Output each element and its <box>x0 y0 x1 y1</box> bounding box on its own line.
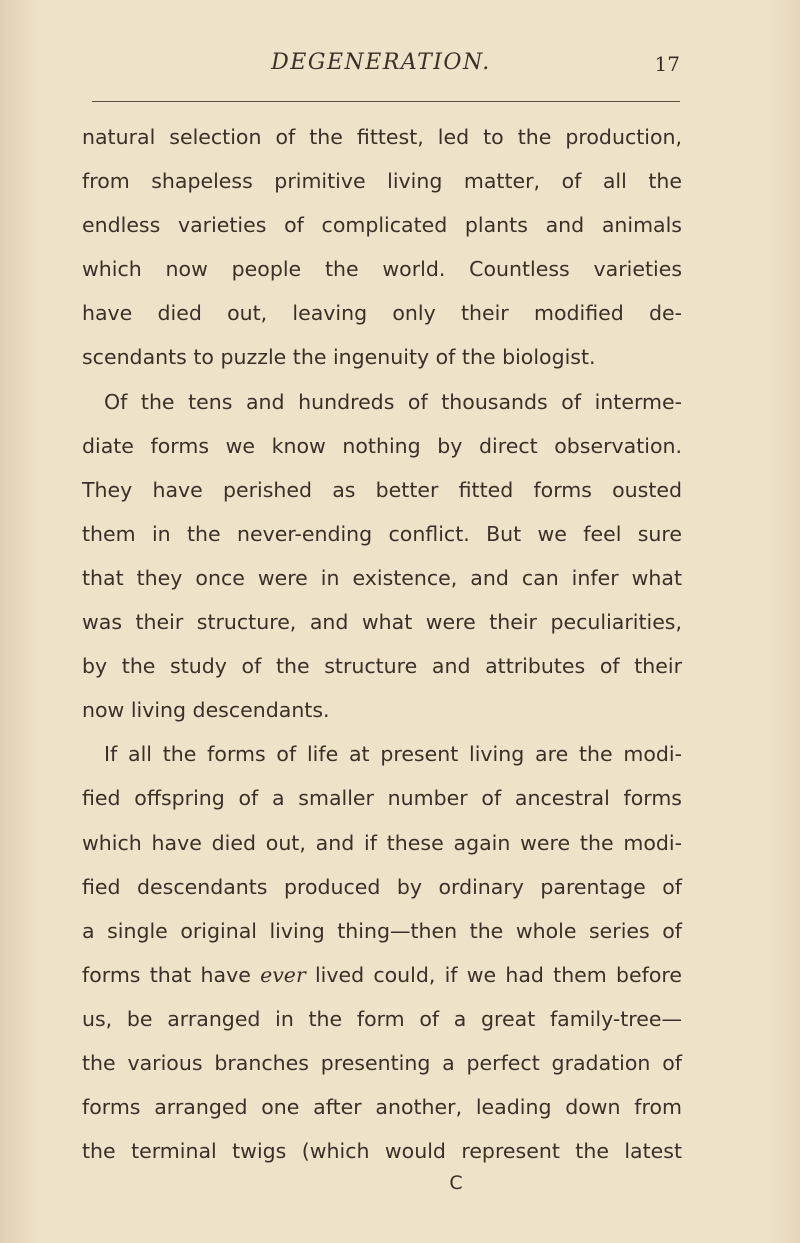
text-line: which now people the world. Countless varieties <box>82 257 682 282</box>
text-line: which have died out, and if these again were the modi- <box>82 830 682 855</box>
text-line: that they once were in existence, and can infer what <box>82 565 682 590</box>
text-fragment: lived could, if we had them before <box>314 962 682 987</box>
text-line: now living descendants. <box>82 698 330 723</box>
text-line: endless varieties of complicated plants and animals <box>82 213 682 238</box>
running-head <box>82 48 680 88</box>
page-number: 17 <box>654 52 680 76</box>
text-line: have died out, leaving only their modified de- <box>82 301 682 326</box>
text-line: was their structure, and what were their peculiarities, <box>82 610 682 635</box>
text-line: by the study of the structure and attributes of their <box>82 654 682 679</box>
header-rule <box>92 101 680 102</box>
text-line: Of the tens and hundreds of thousands of interme- <box>104 389 682 414</box>
text-line: from shapeless primitive living matter, of all the <box>82 169 682 194</box>
emphasized-word: ever <box>260 962 306 987</box>
text-line: a single original living thing—then the whole series of <box>82 918 682 943</box>
text-line: the terminal twigs (which would represent the latest <box>82 1139 682 1164</box>
text-fragment: forms that have <box>82 962 251 987</box>
text-line: They have perished as better fitted forms ousted <box>82 477 682 502</box>
text-line: us, be arranged in the form of a great family-tree— <box>82 1006 682 1031</box>
text-line: If all the forms of life at present living are the modi- <box>104 742 682 767</box>
body-text <box>82 115 682 1173</box>
text-line: the various branches presenting a perfect gradation of <box>82 1050 682 1075</box>
running-title: DEGENERATION. <box>271 50 491 75</box>
text-line: diate forms we know nothing by direct observation. <box>82 433 682 458</box>
text-line: fied offspring of a smaller number of ancestral forms <box>82 786 682 811</box>
signature-mark: C <box>449 1172 463 1194</box>
text-line: fied descendants produced by ordinary parentage of <box>82 874 682 899</box>
text-line: forms arranged one after another, leading down from <box>82 1095 682 1120</box>
text-line: them in the never-ending conflict. But we feel sure <box>82 521 682 546</box>
text-line <box>82 953 682 997</box>
text-line: scendants to puzzle the ingenuity of the biologist. <box>82 345 596 370</box>
text-line: natural selection of the fittest, led to the production, <box>82 125 682 149</box>
